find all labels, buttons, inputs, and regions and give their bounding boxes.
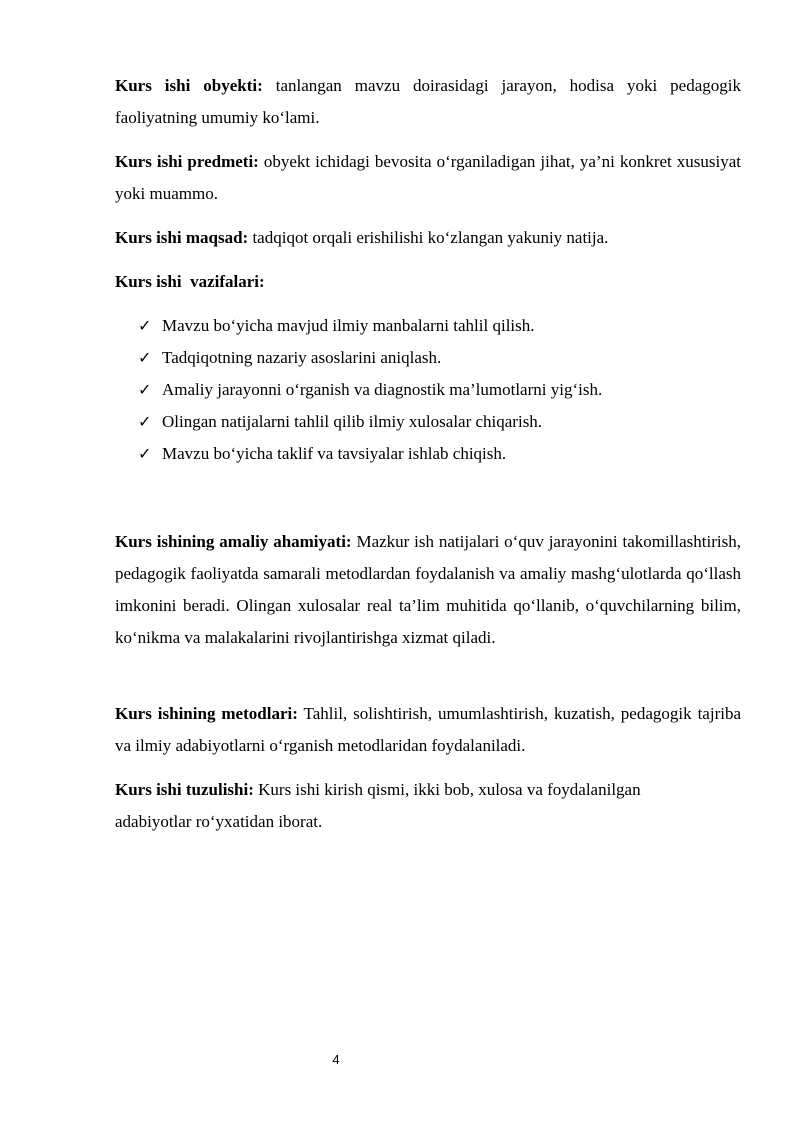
list-item bbox=[138, 342, 602, 374]
page-number: 4 bbox=[332, 1052, 340, 1067]
checkmark-icon: ✓ bbox=[138, 380, 152, 399]
task-text: Tadqiqotning nazariy asoslarini aniqlash. bbox=[162, 348, 442, 367]
list-item bbox=[138, 438, 602, 470]
paragraph-structure-text: Kurs ishi kirish qismi, ikki bob, xulosa va foydalanilgan adabiyotlar ro‘yxatidan iborat. bbox=[115, 780, 641, 831]
task-text: Amaliy jarayonni o‘rganish va diagnostik ma’lumotlarni yig‘ish. bbox=[162, 380, 603, 399]
list-item bbox=[138, 310, 602, 342]
paragraph-structure-label: Kurs ishi tuzulishi: bbox=[115, 780, 254, 799]
task-text: Mavzu bo‘yicha taklif va tavsiyalar ishlab chiqish. bbox=[162, 444, 507, 463]
paragraph-tasks-heading bbox=[115, 266, 741, 298]
list-item bbox=[138, 406, 602, 438]
paragraph-object bbox=[115, 70, 741, 134]
task-text: Olingan natijalarni tahlil qilib ilmiy xulosalar chiqarish. bbox=[162, 412, 543, 431]
paragraph-goal-text: tadqiqot orqali erishilishi ko‘zlangan yakuniy natija. bbox=[252, 228, 609, 247]
paragraph-subject bbox=[115, 146, 741, 210]
checkmark-icon: ✓ bbox=[138, 316, 152, 335]
paragraph-goal bbox=[115, 222, 741, 254]
paragraph-subject-text: obyekt ichidagi bevosita o‘rganiladigan jihat, ya’ni konkret xususiyat yoki muammo. bbox=[115, 152, 741, 203]
paragraph-practical-text: Mazkur ish natijalari o‘quv jarayonini takomillashtirish, pedagogik faoliyatda samarali metodlardan foydalanish va amaliy mashg‘ulotlarda qo‘llash imkonini beradi. Olingan xulosalar real ta’lim muhitida qo‘llanib, o‘quvchilarning bilim, ko‘nikma va malakalarini rivojlantirishga xizmat qiladi. bbox=[115, 532, 741, 647]
paragraph-methods-label: Kurs ishining metodlari: bbox=[115, 704, 298, 723]
paragraph-practical-label: Kurs ishining amaliy ahamiyati: bbox=[115, 532, 352, 551]
paragraph-object-text: tanlangan mavzu doirasidagi jarayon, hodisa yoki pedagogik faoliyatning umumiy ko‘lami. bbox=[115, 76, 741, 127]
task-text: Mavzu bo‘yicha mavjud ilmiy manbalarni tahlil qilish. bbox=[162, 316, 535, 335]
checkmark-icon: ✓ bbox=[138, 412, 152, 431]
paragraph-methods-text: Tahlil, solishtirish, umumlashtirish, kuzatish, pedagogik tajriba va ilmiy adabiyotlarni o‘rganish metodlaridan foydalaniladi. bbox=[115, 704, 741, 755]
paragraph-methods bbox=[115, 698, 741, 762]
tasks-heading-label: Kurs ishi vazifalari: bbox=[115, 272, 265, 291]
checkmark-icon: ✓ bbox=[138, 444, 152, 463]
paragraph-structure bbox=[115, 774, 705, 838]
paragraph-goal-label: Kurs ishi maqsad: bbox=[115, 228, 249, 247]
paragraph-practical-significance bbox=[115, 526, 741, 654]
checkmark-icon: ✓ bbox=[138, 348, 152, 367]
paragraph-object-label: Kurs ishi obyekti: bbox=[115, 76, 263, 95]
tasks-list bbox=[138, 310, 602, 470]
paragraph-subject-label: Kurs ishi predmeti: bbox=[115, 152, 259, 171]
list-item bbox=[138, 374, 602, 406]
